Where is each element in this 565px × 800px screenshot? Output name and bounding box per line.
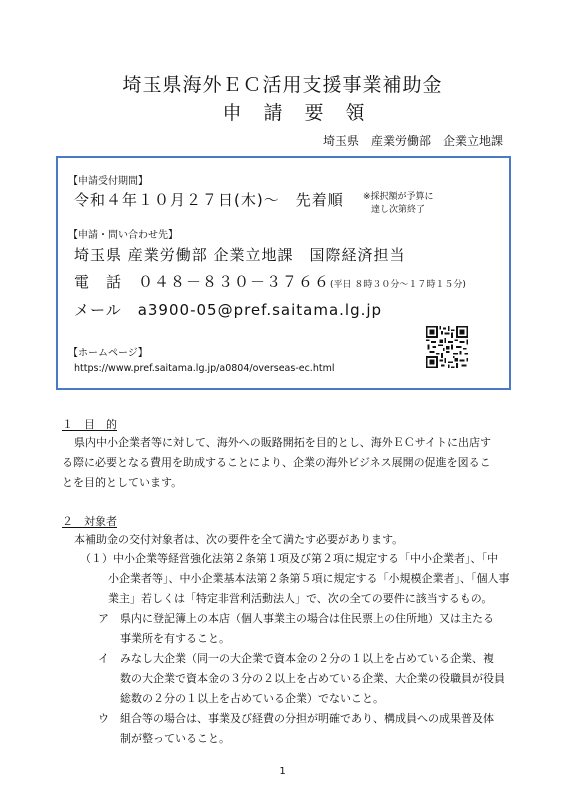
department-name: 埼玉県 産業労働部 企業立地課	[322, 134, 503, 148]
page-number: 1	[279, 766, 286, 777]
homepage-url[interactable]: https://www.pref.saitama.lg.jp/a0804/overseas-ec.html	[74, 363, 335, 374]
section1-line3: とを目的としています。	[62, 476, 183, 489]
sub-a-line1: ア 県内に登記簿上の本店（個人事業主の場合は住民票上の住所地）又は主たる	[98, 612, 494, 625]
info-box	[56, 156, 511, 390]
phone-hours: (平日 ８時３０分～１７時１５分)	[330, 280, 466, 290]
section2-intro: 本補助金の交付対象者は、次の要件を全て満たす必要があります。	[74, 533, 404, 546]
document-title: 埼玉県海外ＥＣ活用支援事業補助金	[122, 74, 443, 96]
contact-label: 【申請・問い合わせ先】	[68, 230, 178, 241]
homepage-label: 【ホームページ】	[68, 348, 148, 359]
item1-line2: 小企業者等」、中小企業基本法第２条第５項に規定する「小規模企業者」、「個人事	[108, 572, 510, 585]
item1-line1: （１）中小企業等経営強化法第２条第１項及び第２項に規定する「中小企業者」、「中	[80, 552, 498, 565]
email-line[interactable]: メール a3900-05@pref.saitama.lg.jp	[74, 301, 383, 319]
section1-heading: １ 目 的	[62, 418, 117, 431]
sub-a-line2: 事業所を有すること。	[120, 632, 230, 645]
section1-line2: る際に必要となる費用を助成することにより、企業の海外ビジネス展開の促進を図るこ	[62, 456, 491, 469]
period-value: 令和４年１０月２７日(木)～ 先着順	[74, 191, 344, 209]
phone-number: 電 話 ０４８－８３０－３７６６	[74, 273, 331, 291]
section2-heading: ２ 対象者	[62, 515, 117, 528]
sub-u-line1: ウ 組合等の場合は、事業及び経費の分担が明確であり、構成員への成果普及体	[98, 712, 494, 725]
contact-department: 埼玉県 産業労働部 企業立地課 国際経済担当	[74, 246, 406, 264]
document-subtitle: 申請要領	[222, 102, 387, 124]
sub-i-line1: イ みなし大企業（同一の大企業で資本金の２分の１以上を占めている企業、複	[98, 652, 494, 665]
qr-code-icon	[426, 326, 468, 368]
period-label: 【申請受付期間】	[68, 176, 148, 187]
item1-line3: 業主」若しくは「特定非営利活動法人」で、次の全ての要件に該当するもの。	[108, 592, 493, 605]
sub-i-line3: 総数の２分の１以上を占めている企業）でないこと。	[120, 692, 384, 705]
sub-u-line2: 制が整っていること。	[120, 732, 230, 745]
period-note: ※採択額が予算に 達し次第終了	[363, 192, 434, 215]
section1-line1: 県内中小企業者等に対して、海外への販路開拓を目的とし、海外ＥＣサイトに出店す	[74, 436, 492, 449]
sub-i-line2: 数の大企業で資本金の３分の２以上を占めている企業、大企業の役職員が役員	[120, 672, 505, 685]
phone-line	[74, 271, 466, 292]
